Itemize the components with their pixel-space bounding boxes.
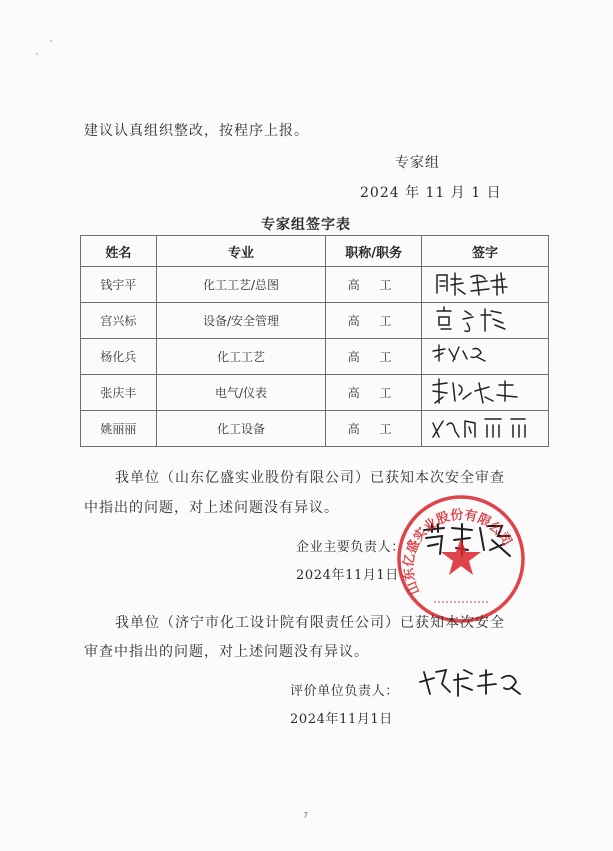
evaluator-signer-label: 评价单位负责人： xyxy=(290,684,399,699)
header-signature: 签字 xyxy=(421,236,548,267)
expert-signature xyxy=(421,303,548,339)
expert-signature xyxy=(421,411,548,447)
header-name: 姓名 xyxy=(81,236,157,267)
intro-text: 建议认真组织整改，按程序上报。 xyxy=(84,123,309,139)
table-row xyxy=(81,303,549,339)
table-header-row xyxy=(81,236,549,267)
expert-name: 张庆丰 xyxy=(81,375,157,411)
evaluator-date: 2024年11月1日 xyxy=(290,712,393,727)
expert-name: 钱宇平 xyxy=(81,267,157,303)
expert-title: 高 工 xyxy=(326,375,422,411)
expert-group-label: 专家组 xyxy=(395,155,440,171)
header-major: 专业 xyxy=(156,236,325,267)
date-top: 2024 年 11 月 1 日 xyxy=(360,185,502,201)
company-date: 2024年11月1日 xyxy=(296,568,399,583)
handwritten-signature-icon xyxy=(425,303,545,335)
company-statement-line1: 我单位（山东亿盛实业股份有限公司）已获知本次安全审查 xyxy=(115,470,505,486)
expert-major: 设备/安全管理 xyxy=(156,303,325,339)
expert-name: 杨化兵 xyxy=(81,339,157,375)
expert-title: 高 工 xyxy=(326,303,422,339)
table-row xyxy=(81,267,549,303)
signature-table xyxy=(80,235,549,447)
expert-major: 化工设备 xyxy=(156,411,325,447)
handwritten-signature-icon xyxy=(425,375,545,407)
seal-text: 山东亿盛实业股份有限公司 xyxy=(401,507,515,597)
page-number: 7 xyxy=(303,811,309,820)
expert-title: 高 工 xyxy=(326,267,422,303)
handwritten-signature-icon xyxy=(425,267,545,299)
expert-signature xyxy=(421,375,548,411)
expert-signature xyxy=(421,267,548,303)
company-seal-icon xyxy=(394,492,528,626)
expert-name: 宫兴标 xyxy=(81,303,157,339)
header-title: 职称/职务 xyxy=(326,236,422,267)
table-row xyxy=(81,375,549,411)
expert-major: 化工工艺 xyxy=(156,339,325,375)
expert-signature xyxy=(421,339,548,375)
evaluator-head-signature-icon xyxy=(416,664,526,704)
company-statement-line2: 中指出的问题，对上述问题没有异议。 xyxy=(84,500,339,516)
company-signer-label: 企业主要负责人： xyxy=(296,540,405,555)
expert-major: 化工工艺/总图 xyxy=(156,267,325,303)
expert-title: 高 工 xyxy=(326,339,422,375)
evaluator-statement-line2: 审查中指出的问题，对上述问题没有异议。 xyxy=(84,644,369,660)
handwritten-signature-icon xyxy=(425,411,545,443)
expert-name: 姚丽丽 xyxy=(81,411,157,447)
table-row xyxy=(81,339,549,375)
evaluator-statement-line1: 我单位（济宁市化工设计院有限责任公司）已获知本次安全 xyxy=(115,615,505,631)
expert-title: 高 工 xyxy=(326,411,422,447)
table-row xyxy=(81,411,549,447)
handwritten-signature-icon xyxy=(425,339,545,371)
expert-major: 电气/仪表 xyxy=(156,375,325,411)
table-caption: 专家组签字表 xyxy=(261,217,351,233)
scan-speck xyxy=(50,40,52,42)
scan-speck xyxy=(36,53,38,55)
